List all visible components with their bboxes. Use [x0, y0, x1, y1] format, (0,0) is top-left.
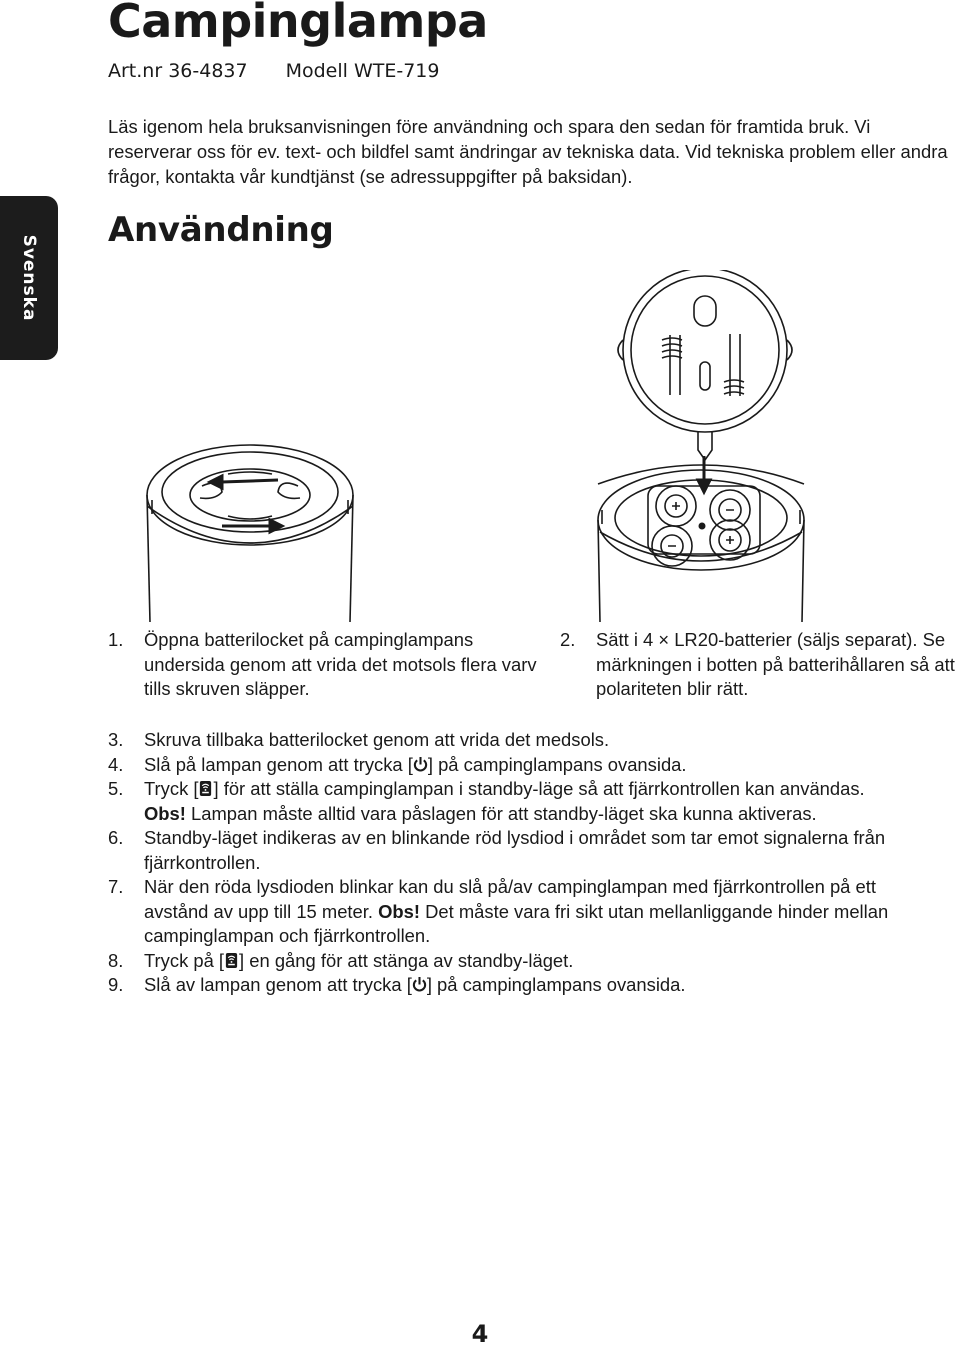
- step-number: 5.: [108, 778, 124, 799]
- step-list: [108, 728, 938, 998]
- step-2: [560, 628, 960, 702]
- step-9: [108, 973, 938, 998]
- model-number: Modell WTE-719: [285, 60, 440, 82]
- step-text-continued: Det måste vara fri sikt utan mellanliggande hinder mellan campinglampan och fjärrkontrollen.: [144, 900, 889, 946]
- step-number: 3.: [108, 729, 124, 750]
- step-text-continued: ] på campinglampans ovansida.: [427, 753, 687, 775]
- step-1: [108, 628, 538, 702]
- step-text: Skruva tillbaka batterilocket genom att vrida det medsols.: [144, 729, 610, 750]
- step-text: Tryck [: [144, 778, 199, 799]
- step-text: Standby-läget indikeras av en blinkande röd lysdiod i området som tar emot signalerna från fjärrkontrollen.: [144, 827, 886, 873]
- step-text: Slå på lampan genom att trycka [: [144, 753, 413, 775]
- step-text: Slå av lampan genom att trycka [: [144, 974, 412, 995]
- obs-label: Obs!: [378, 900, 421, 922]
- battery-cover-illustration: [140, 440, 360, 622]
- page-number: 4: [471, 1320, 489, 1348]
- step-number: 9.: [108, 974, 124, 995]
- obs-label: Obs!: [144, 802, 186, 824]
- section-title: Användning: [108, 210, 334, 250]
- obs-text: Lampan måste alltid vara påslagen för att standby-läget ska kunna aktiveras.: [185, 802, 817, 824]
- step-number: 7.: [108, 876, 124, 897]
- remote-signal-icon: [224, 952, 239, 969]
- step-text-continued: ] på campinglampans ovansida.: [426, 974, 686, 995]
- step-text-continued: ] för att ställa campinglampan i standby-läge så att fjärrkontrollen kan användas.: [213, 778, 865, 799]
- power-icon: [413, 756, 428, 773]
- remote-signal-icon: [198, 780, 213, 797]
- step-4: [108, 753, 938, 778]
- step-number: 4.: [108, 753, 124, 775]
- step-6: [108, 826, 938, 875]
- step-5: [108, 777, 938, 826]
- step-text: Tryck på [: [144, 949, 225, 971]
- article-number: Art.nr 36-4837: [108, 60, 248, 82]
- step-number: 8.: [108, 949, 124, 971]
- step-number: 1.: [108, 629, 124, 650]
- step-number: 2.: [560, 629, 576, 650]
- step-number: 6.: [108, 827, 124, 848]
- power-icon: [412, 976, 427, 993]
- step-3: [108, 728, 938, 753]
- product-info: [108, 60, 439, 82]
- battery-insert-illustration: [590, 270, 812, 622]
- language-tab: [0, 196, 58, 360]
- step-text: Öppna batterilocket på campinglampans undersida genom att vrida det motsols flera varv tills skruven släpper.: [144, 629, 537, 699]
- step-8: [108, 949, 938, 974]
- step-text: När den röda lysdioden blinkar kan du slå på/av campinglampan med fjärrkontrollen på ett avstånd av upp till 15 meter.: [144, 876, 876, 922]
- language-tab-label: Svenska: [19, 234, 39, 322]
- step-7: [108, 875, 938, 949]
- intro-text: Läs igenom hela bruksanvisningen före användning och spara den sedan för framtida bruk. Vi reserverar oss för ev. text- och bildfel samt ändringar av tekniska data. Vid tekniska problem eller andra frågor, kontakta vår kundtjänst (se adressuppgifter på baksidan).: [108, 116, 948, 187]
- step-text-continued: ] en gång för att stänga av standby-läget.: [239, 949, 574, 971]
- page-title: Campinglampa: [108, 0, 488, 48]
- step-text: Sätt i 4 × LR20-batterier (säljs separat). Se märkningen i botten på batterihållaren så att polariteten blir rätt.: [596, 629, 955, 699]
